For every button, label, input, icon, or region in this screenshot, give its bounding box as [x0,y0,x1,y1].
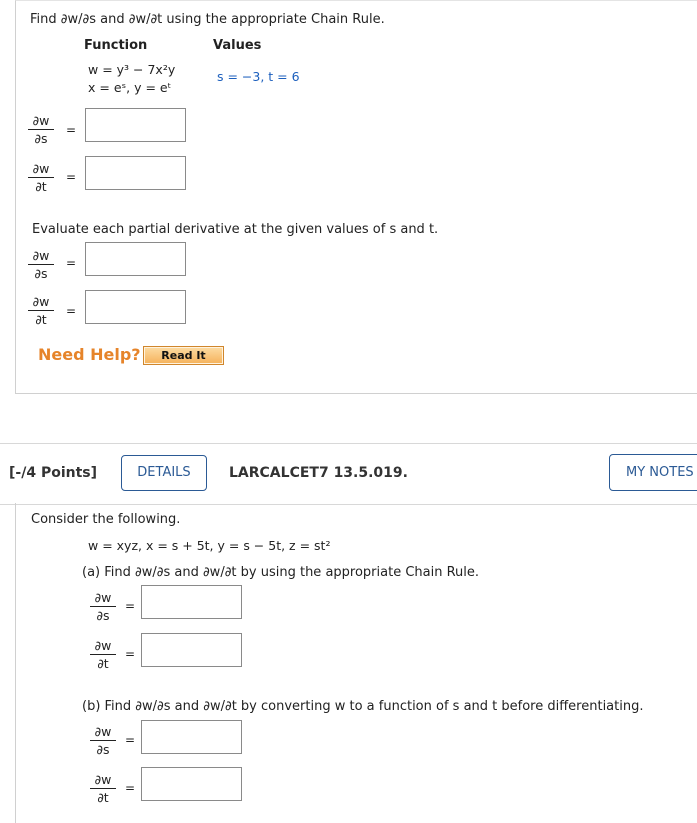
fraction-numerator: ∂w [90,724,116,741]
fraction-numerator: ∂w [90,772,116,789]
part-b-dw-ds-fraction [90,724,116,757]
equals-sign: = [66,256,77,270]
part-b-dw-ds-input[interactable] [141,720,242,754]
part-a-prompt: (a) Find ∂w/∂s and ∂w/∂t by using the appropriate Chain Rule. [82,565,480,580]
dw-dt-fraction [28,161,54,194]
part-a-dw-dt-fraction [90,638,116,671]
points-label: [-/4 Points] [9,465,98,481]
part-b-prompt: (b) Find ∂w/∂s and ∂w/∂t by converting w to a function of s and t before differentiating. [82,699,644,714]
fraction-denominator: ∂s [96,608,110,623]
values-header: Values [213,38,262,53]
need-help-label: Need Help? [38,345,141,364]
function-header: Function [84,38,148,53]
details-button[interactable]: DETAILS [121,455,207,491]
read-it-button[interactable]: Read It [143,346,224,365]
part-b-dw-dt-input[interactable] [141,767,242,801]
dw-ds-answer-input[interactable] [85,108,186,142]
fraction-denominator: ∂t [35,179,47,194]
w-definition: w = y³ − 7x²y [88,62,176,77]
dw-ds-fraction [28,113,54,146]
part-a-dw-dt-input[interactable] [141,633,242,667]
fraction-denominator: ∂t [35,312,47,327]
q1-prompt: Find ∂w/∂s and ∂w/∂t using the appropriate Chain Rule. [30,12,385,27]
part-a-dw-ds-fraction [90,590,116,623]
given-values: s = −3, t = 6 [217,69,300,84]
equals-sign: = [125,647,136,661]
question-1-panel [15,0,697,394]
fraction-numerator: ∂w [90,590,116,607]
my-notes-button[interactable]: MY NOTES [609,454,697,491]
equals-sign: = [66,304,77,318]
equals-sign: = [66,170,77,184]
fraction-denominator: ∂s [34,266,48,281]
question-id: LARCALCET7 13.5.019. [229,465,408,481]
q2-equations: w = xyz, x = s + 5t, y = s − 5t, z = st² [88,538,331,553]
dw-dt-eval-input[interactable] [85,290,186,324]
fraction-numerator: ∂w [28,294,54,311]
fraction-denominator: ∂t [97,790,109,805]
dw-ds-eval-fraction [28,248,54,281]
dw-ds-eval-input[interactable] [85,242,186,276]
equals-sign: = [125,781,136,795]
fraction-numerator: ∂w [28,248,54,265]
consider-text: Consider the following. [31,512,181,527]
dw-dt-answer-input[interactable] [85,156,186,190]
evaluate-prompt: Evaluate each partial derivative at the given values of s and t. [32,222,439,237]
part-b-dw-dt-fraction [90,772,116,805]
xy-definition: x = eˢ, y = eᵗ [88,80,172,95]
fraction-denominator: ∂s [96,742,110,757]
dw-dt-eval-fraction [28,294,54,327]
equals-sign: = [125,599,136,613]
fraction-denominator: ∂t [97,656,109,671]
fraction-denominator: ∂s [34,131,48,146]
part-a-dw-ds-input[interactable] [141,585,242,619]
equals-sign: = [125,733,136,747]
fraction-numerator: ∂w [28,161,54,178]
equals-sign: = [66,123,77,137]
fraction-numerator: ∂w [28,113,54,130]
fraction-numerator: ∂w [90,638,116,655]
